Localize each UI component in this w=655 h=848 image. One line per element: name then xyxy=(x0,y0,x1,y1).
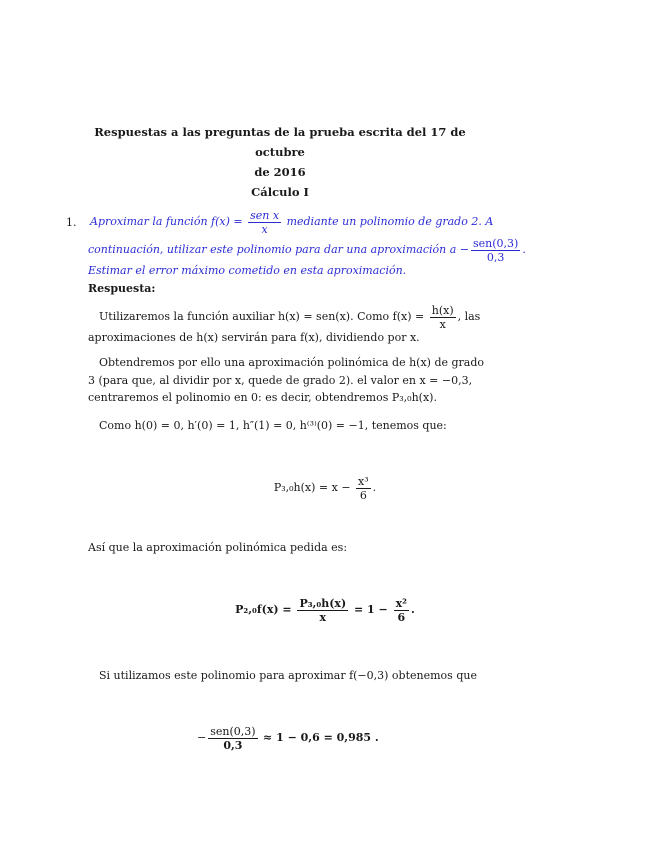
value-fraction xyxy=(471,237,520,264)
paragraph-1-line-2: aproximaciones de h(x) servirán para f(x), dividiendo por x. xyxy=(88,331,420,344)
eq2-denominator-2: 6 xyxy=(397,610,406,624)
p1-text-a: Utilizaremos la función auxiliar h(x) = sen(x). Como f(x) = xyxy=(99,310,425,323)
document-title xyxy=(80,122,480,202)
question-number: 1. xyxy=(66,216,77,229)
value-denominator: 0,3 xyxy=(486,250,505,264)
eq1-lhs: P₃,₀h(x) = x − xyxy=(273,481,351,494)
paragraph-2-line-2: 3 (para que, al dividir por x, quede de grado 2). el valor en x = −0,3, xyxy=(88,374,473,387)
question-line-2 xyxy=(88,236,526,264)
question-text-1a: Aproximar la función xyxy=(90,215,208,228)
title-line-1: Respuestas a las preguntas de la prueba escrita del 17 de octubre xyxy=(94,125,466,159)
f-numerator: sen x xyxy=(250,208,280,222)
course-title: Cálculo I xyxy=(251,185,309,199)
answer-heading: Respuesta: xyxy=(88,282,156,295)
f-lhs: f(x) = xyxy=(211,215,243,228)
eq1-fraction xyxy=(356,475,371,502)
paragraph-2-line-1: Obtendremos por ello una aproximación polinómica de h(x) de grado xyxy=(99,356,485,369)
paragraph-3: Como h(0) = 0, h′(0) = 1, h″(1) = 0, h⁽³⁾(0) = −1, tenemos que: xyxy=(99,419,447,432)
p1-numerator: h(x) xyxy=(431,303,454,317)
p1-text-b: , las xyxy=(457,310,481,323)
question-text-2-end: . xyxy=(522,243,526,256)
title-line-2: de 2016 xyxy=(254,165,306,179)
value-numerator: sen(0,3) xyxy=(472,236,519,250)
paragraph-5: Si utilizamos este polinomio para aproximar f(−0,3) obtenemos que xyxy=(99,669,477,682)
f-fraction xyxy=(248,209,281,236)
question-text-2a: continuación, utilizar este polinomio para dar una aproximación a − xyxy=(88,243,469,256)
eq1-denominator: 6 xyxy=(359,488,367,502)
question-line-3: Estimar el error máximo cometido en esta aproximación. xyxy=(88,264,407,277)
eq1-end: . xyxy=(372,481,377,494)
eq3-numerator: sen(0,3) xyxy=(210,724,256,738)
eq2-lhs: P₂,₀f(x) = xyxy=(235,603,292,616)
paragraph-2-line-3: centraremos el polinomio en 0: es decir, obtendremos P₃,₀h(x). xyxy=(88,391,437,404)
eq3-denominator: 0,3 xyxy=(223,738,243,752)
equation-1 xyxy=(80,472,570,504)
eq3-rest: ≈ 1 − 0,6 = 0,985 . xyxy=(263,731,379,744)
p1-denominator: x xyxy=(439,317,446,331)
equation-2 xyxy=(80,594,570,626)
paragraph-1-line-1 xyxy=(99,302,480,332)
eq1-numerator: x³ xyxy=(358,474,369,488)
question-text-1b: mediante un polinomio de grado 2. A xyxy=(286,215,494,228)
eq2-numerator-2: x² xyxy=(395,596,407,610)
paragraph-4: Así que la aproximación polinómica pedida es: xyxy=(88,541,348,554)
eq2-mid: = 1 − xyxy=(354,603,388,616)
eq2-numerator-1: P₃,₀h(x) xyxy=(299,596,347,610)
p1-fraction xyxy=(430,304,456,331)
eq2-fraction-1 xyxy=(297,597,348,624)
eq3-minus: − xyxy=(197,731,207,744)
eq2-end: . xyxy=(411,603,415,616)
eq2-denominator-1: x xyxy=(319,610,327,624)
eq3-fraction xyxy=(208,725,257,752)
question-line-1 xyxy=(90,208,493,236)
eq2-fraction-2 xyxy=(394,597,409,624)
equation-3 xyxy=(197,722,379,754)
f-denominator: x xyxy=(261,222,268,236)
